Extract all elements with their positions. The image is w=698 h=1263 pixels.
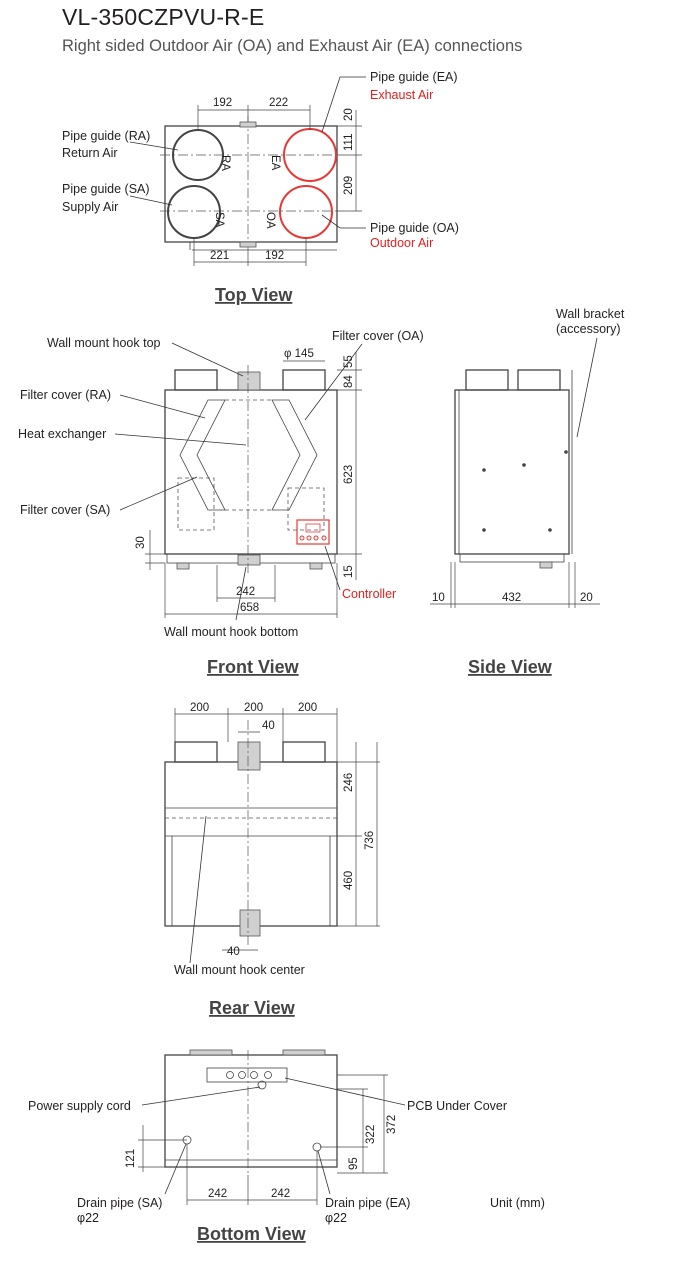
label-drain-pipe-ea: Drain pipe (EA) bbox=[325, 1196, 411, 1210]
dim-40-bottom: 40 bbox=[227, 946, 240, 958]
side-port-left bbox=[466, 370, 508, 390]
front-view-body bbox=[165, 390, 337, 554]
dim-658: 658 bbox=[240, 602, 260, 614]
top-view bbox=[62, 70, 459, 305]
label-heat-exchanger: Heat exchanger bbox=[18, 427, 107, 441]
side-view bbox=[430, 307, 625, 677]
side-view-title: Side View bbox=[468, 657, 552, 677]
model-title: VL-350CZPVU-R-E bbox=[62, 4, 265, 30]
bottom-view-title: Bottom View bbox=[197, 1224, 306, 1244]
rear-port-right bbox=[283, 742, 325, 762]
dim-372: 372 bbox=[386, 1114, 398, 1134]
bottom-view bbox=[28, 1050, 545, 1244]
dim-200-a: 200 bbox=[190, 702, 210, 714]
front-port-right bbox=[283, 370, 325, 390]
dim-623: 623 bbox=[343, 464, 355, 484]
dim-222: 222 bbox=[269, 97, 289, 109]
dim-221: 221 bbox=[210, 250, 230, 262]
oa-port-ring bbox=[280, 186, 332, 238]
dim-322: 322 bbox=[365, 1124, 377, 1144]
drain-pipe-ea-shape bbox=[313, 1143, 321, 1151]
wall-hook-bottom-shape bbox=[238, 555, 260, 565]
label-filter-cover-sa: Filter cover (SA) bbox=[20, 503, 111, 517]
connection-subtitle: Right sided Outdoor Air (OA) and Exhaust Air (EA) connections bbox=[62, 37, 523, 55]
port-label-ra: RA bbox=[219, 155, 231, 171]
label-filter-cover-ra: Filter cover (RA) bbox=[20, 388, 111, 402]
dim-95: 95 bbox=[348, 1157, 360, 1170]
port-label-sa: SA bbox=[213, 212, 225, 228]
dim-242: 242 bbox=[236, 586, 256, 598]
label-drain-pipe-sa: Drain pipe (SA) bbox=[77, 1196, 163, 1210]
dim-111: 111 bbox=[343, 133, 355, 151]
dim-432: 432 bbox=[502, 592, 522, 604]
dim-84: 84 bbox=[343, 375, 355, 388]
label-wall-mount-hook-bottom: Wall mount hook bottom bbox=[164, 625, 299, 639]
dim-side-20: 20 bbox=[580, 592, 593, 604]
rear-view bbox=[165, 702, 380, 1018]
dim-192-bottom: 192 bbox=[265, 250, 285, 262]
port-label-oa: OA bbox=[264, 212, 276, 229]
label-pcb-under-cover: PCB Under Cover bbox=[407, 1099, 508, 1113]
dim-200-c: 200 bbox=[298, 702, 318, 714]
rear-hook-top-shape bbox=[238, 742, 260, 770]
label-pipe-guide-sa: Pipe guide (SA) bbox=[62, 182, 150, 196]
label-accessory: (accessory) bbox=[556, 322, 621, 336]
wall-hook-top-shape bbox=[238, 372, 260, 390]
label-supply-air: Supply Air bbox=[62, 200, 119, 214]
rear-view-title: Rear View bbox=[209, 998, 295, 1018]
label-phi22-sa: φ22 bbox=[77, 1211, 100, 1225]
label-phi22-ea: φ22 bbox=[325, 1211, 348, 1225]
rear-view-body bbox=[165, 762, 337, 926]
label-outdoor-air: Outdoor Air bbox=[370, 236, 434, 250]
front-view bbox=[18, 329, 424, 677]
port-label-ea: EA bbox=[269, 155, 281, 171]
dim-192-top: 192 bbox=[213, 97, 233, 109]
dim-246: 246 bbox=[343, 772, 355, 792]
label-wall-mount-hook-top: Wall mount hook top bbox=[47, 336, 161, 350]
rear-port-left bbox=[175, 742, 217, 762]
dim-121: 121 bbox=[125, 1148, 137, 1168]
dim-242-b: 242 bbox=[271, 1188, 291, 1200]
label-unit: Unit (mm) bbox=[490, 1196, 545, 1210]
side-port-right bbox=[518, 370, 560, 390]
sa-port-ring bbox=[168, 186, 220, 238]
dim-209: 209 bbox=[343, 175, 355, 195]
dim-20: 20 bbox=[343, 108, 355, 121]
pcb-under-cover-shape bbox=[207, 1068, 287, 1082]
top-view-title: Top View bbox=[215, 285, 293, 305]
dim-55: 55 bbox=[343, 355, 355, 368]
label-pipe-guide-ra: Pipe guide (RA) bbox=[62, 129, 151, 143]
dim-30: 30 bbox=[135, 536, 147, 549]
dim-15: 15 bbox=[343, 565, 355, 578]
label-filter-cover-oa: Filter cover (OA) bbox=[332, 329, 424, 343]
front-view-title: Front View bbox=[207, 657, 299, 677]
label-wall-bracket: Wall bracket bbox=[556, 307, 625, 321]
label-power-supply-cord: Power supply cord bbox=[28, 1099, 131, 1113]
wall-hook-center-shape bbox=[240, 910, 260, 936]
dim-736: 736 bbox=[364, 830, 376, 850]
label-wall-mount-hook-center: Wall mount hook center bbox=[174, 963, 305, 977]
dim-side-10: 10 bbox=[432, 592, 445, 604]
dim-200-b: 200 bbox=[244, 702, 264, 714]
top-view-body bbox=[165, 126, 337, 242]
dim-phi145: φ 145 bbox=[284, 348, 314, 360]
filter-cover-oa-shape bbox=[272, 400, 317, 510]
dim-40-top: 40 bbox=[262, 720, 275, 732]
label-exhaust-air: Exhaust Air bbox=[370, 88, 434, 102]
front-port-left bbox=[175, 370, 217, 390]
filter-cover-ra-shape bbox=[180, 400, 225, 510]
dim-460: 460 bbox=[343, 870, 355, 890]
dim-242-a: 242 bbox=[208, 1188, 228, 1200]
label-pipe-guide-oa: Pipe guide (OA) bbox=[370, 221, 459, 235]
side-view-body bbox=[455, 390, 569, 554]
label-controller: Controller bbox=[342, 587, 397, 601]
label-return-air: Return Air bbox=[62, 146, 118, 160]
bottom-view-body bbox=[165, 1055, 337, 1167]
label-pipe-guide-ea: Pipe guide (EA) bbox=[370, 70, 458, 84]
